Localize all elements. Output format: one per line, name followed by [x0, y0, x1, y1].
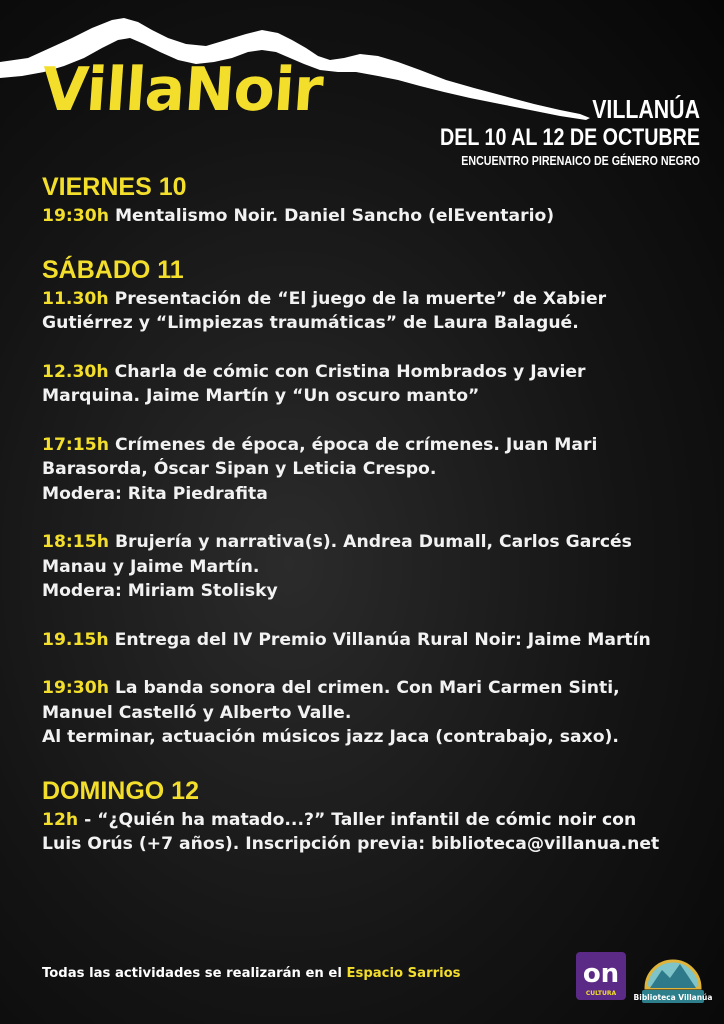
on-cultura-logo	[576, 952, 626, 1000]
event-line	[42, 628, 702, 653]
event-text: - “¿Quién ha matado...?” Taller infantil de cómic noir con	[84, 809, 637, 830]
event-line	[42, 360, 702, 385]
event-text: Charla de cómic con Cristina Hombrados y Javier	[114, 361, 586, 382]
event-text: Modera: Rita Piedrafita	[42, 483, 268, 504]
event-text: Modera: Miriam Stolisky	[42, 581, 278, 601]
event-text: Luis Orús (+7 años). Inscripción previa: biblioteca@villanua.net	[42, 834, 660, 854]
day-heading: VIERNES 10	[42, 173, 187, 201]
library-logo-text: Biblioteca Villanúa	[633, 993, 713, 1002]
event-time: 12.30h	[42, 361, 109, 382]
event-item	[42, 808, 702, 857]
event-time: 12h	[42, 809, 79, 830]
event-line	[42, 287, 702, 312]
event-dates: DEL 10 AL 12 DE OCTUBRE	[440, 124, 700, 151]
event-line	[42, 530, 702, 555]
villanoir-logo: VillaNoir	[39, 55, 325, 125]
event-line	[42, 579, 702, 604]
event-line	[42, 676, 702, 701]
event-time: 11.30h	[42, 288, 109, 309]
event-time: 19:30h	[42, 678, 109, 698]
event-item	[42, 676, 702, 750]
event-text: Mentalismo Noir. Daniel Sancho (elEventario)	[114, 206, 555, 226]
event-time: 19.15h	[42, 629, 109, 650]
event-text: Barasorda, Óscar Sipan y Leticia Crespo.	[42, 459, 437, 479]
event-time: 19:30h	[42, 206, 109, 226]
biblioteca-villanua-logo	[633, 948, 713, 1008]
event-line	[42, 384, 702, 409]
event-line	[42, 701, 702, 726]
event-line	[42, 204, 702, 229]
venue-highlight: Espacio Sarrios	[346, 966, 461, 981]
event-line	[42, 808, 702, 833]
event-line	[42, 832, 702, 857]
event-text: La banda sonora del crimen. Con Mari Carmen Sinti,	[114, 678, 620, 698]
event-item	[42, 360, 702, 409]
day-heading: DOMINGO 12	[42, 776, 199, 805]
event-item	[42, 628, 702, 653]
event-item	[42, 204, 702, 229]
event-text: Marquina. Jaime Martín y “Un oscuro manto”	[42, 386, 480, 406]
event-line	[42, 555, 702, 580]
event-text: Presentación de “El juego de la muerte” de Xabier	[114, 288, 607, 309]
town-name: VILLANÚA	[592, 94, 700, 124]
event-text: Gutiérrez y “Limpiezas traumáticas” de Laura Balagué.	[42, 313, 579, 333]
event-text: Entrega del IV Premio Villanúa Rural Noir: Jaime Martín	[114, 629, 651, 650]
event-place-block	[440, 94, 700, 170]
event-time: 17:15h	[42, 434, 109, 455]
on-logo-text: on	[582, 959, 620, 989]
event-item	[42, 287, 702, 336]
event-text: Crímenes de época, época de crímenes. Juan Mari	[114, 434, 598, 455]
day-heading: SÁBADO 11	[42, 255, 184, 284]
event-line	[42, 482, 702, 507]
event-text: Brujería y narrativa(s). Andrea Dumall, Carlos Garcés	[114, 532, 632, 552]
footer-text: Todas las actividades se realizarán en el	[42, 966, 347, 981]
program-list	[42, 172, 702, 857]
event-text: Manau y Jaime Martín.	[42, 556, 260, 577]
event-item	[42, 433, 702, 507]
event-line	[42, 725, 702, 750]
footer-note	[42, 966, 461, 981]
event-item	[42, 530, 702, 604]
event-line	[42, 311, 702, 336]
event-line	[42, 457, 702, 482]
on-logo-subtext: CULTURA	[585, 990, 617, 997]
event-line	[42, 433, 702, 458]
event-time: 18:15h	[42, 532, 109, 552]
event-text: Manuel Castelló y Alberto Valle.	[42, 702, 352, 723]
event-text: Al terminar, actuación músicos jazz Jaca (contrabajo, saxo).	[42, 727, 619, 747]
event-tagline: ENCUENTRO PIRENAICO DE GÉNERO NEGRO	[461, 153, 700, 168]
